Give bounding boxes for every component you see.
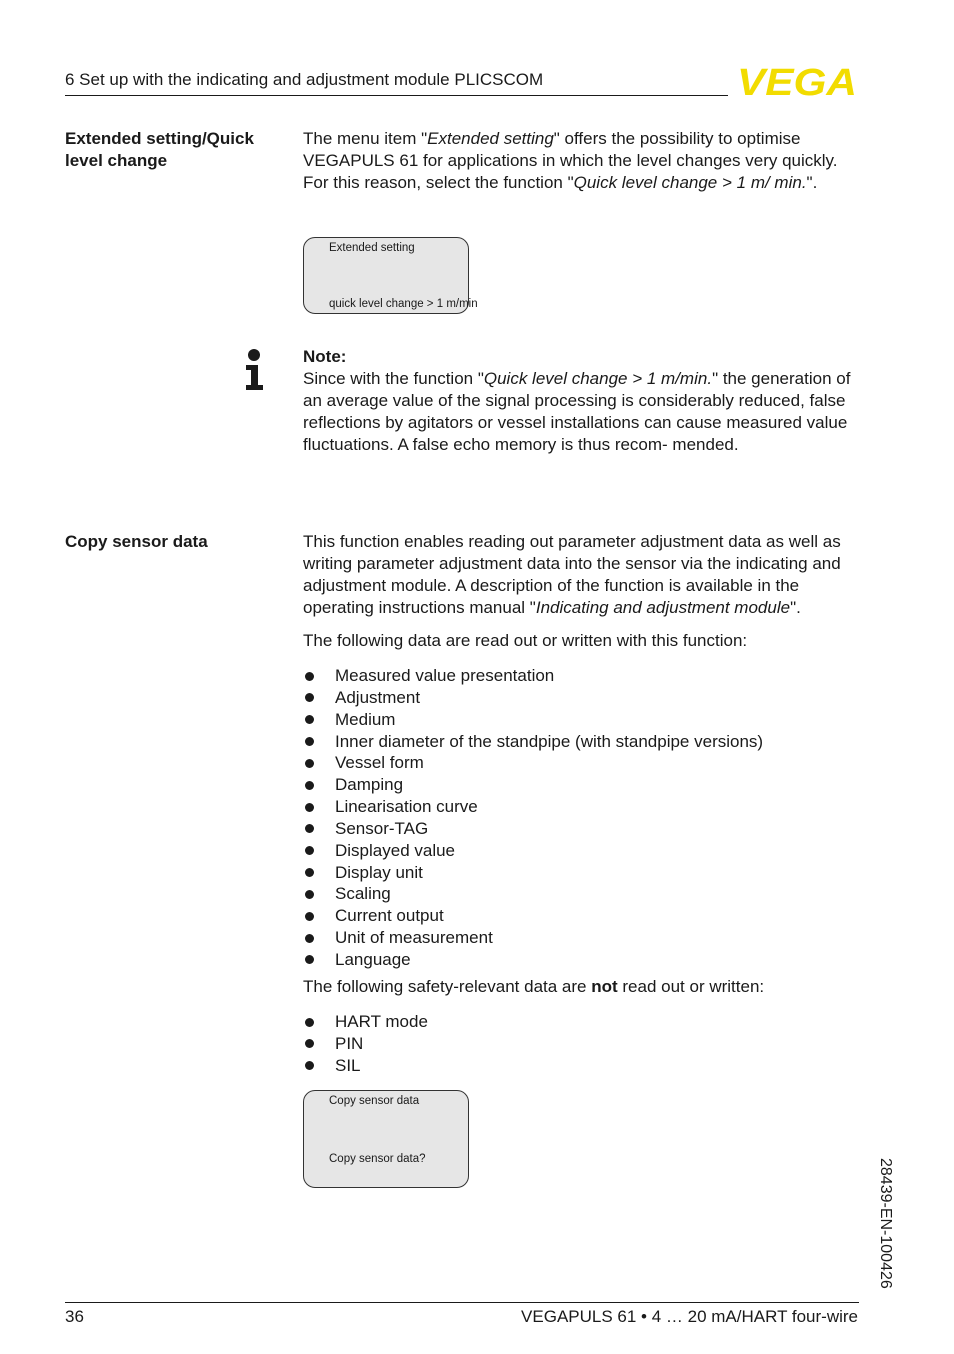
bullet-icon	[305, 824, 314, 833]
list-item-text: Sensor-TAG	[335, 818, 429, 838]
list-item-text: Display unit	[335, 862, 423, 882]
list-item-text: Linearisation curve	[335, 797, 478, 817]
lcd-display-extended-setting	[303, 237, 478, 314]
list-item-text: Measured value presentation	[335, 666, 555, 685]
list-item-text: Vessel form	[335, 753, 424, 773]
safety-intro: The following safety-relevant data are not read out or written:	[303, 977, 765, 996]
safety-data-list	[303, 1011, 859, 1077]
page-number: 36	[65, 1307, 84, 1326]
lcd-line-2: quick level change > 1 m/min	[329, 298, 478, 310]
list-item-text: Adjustment	[335, 687, 421, 707]
bullet-icon	[305, 1039, 314, 1048]
list-item	[303, 665, 859, 687]
note-title: Note:	[303, 347, 347, 366]
list-item	[303, 818, 859, 840]
copied-data-list	[303, 665, 859, 971]
bullet-icon	[305, 890, 314, 899]
list-item	[303, 796, 859, 818]
bullet-icon	[305, 912, 314, 921]
list-item	[303, 1033, 859, 1055]
bullet-icon	[305, 846, 314, 855]
document-number: 28439-EN-100426	[877, 1158, 894, 1289]
list-item-text: Current output	[335, 906, 444, 926]
list-item	[303, 731, 859, 753]
bullet-icon	[305, 715, 314, 724]
bullet-icon	[305, 672, 314, 681]
list-item	[303, 927, 859, 949]
svg-text:VEGA: VEGA	[737, 62, 857, 102]
list-item-text: Medium	[335, 709, 396, 729]
copy-sensor-paragraph: This function enables reading out parameter adjustment data as well as writing parameter adjustment data into the sensor via the indicating and adjustment module. A description of the function is available in the operating instructions manual "Indicating and adjustment module".	[303, 532, 841, 617]
header-rule	[65, 95, 728, 96]
list-item-text: Scaling	[335, 884, 391, 904]
list-item-text: Inner diameter of the standpipe (with standpipe versions)	[335, 731, 764, 751]
bullet-icon	[305, 737, 314, 746]
bullet-icon	[305, 759, 314, 768]
list-item	[303, 949, 859, 971]
list-item	[303, 774, 859, 796]
lcd-display-copy-sensor-data	[303, 1090, 469, 1188]
list-item	[303, 752, 859, 774]
list-item	[303, 905, 859, 927]
list-item	[303, 1011, 859, 1033]
footer-title: VEGAPULS 61 • 4 … 20 mA/HART four-wire	[521, 1307, 858, 1326]
bullet-icon	[305, 955, 314, 964]
bullet-icon	[305, 693, 314, 702]
note-text: Since with the function "Quick level change > 1 m/min." the generation of an average value of the signal processing is considerably reduced, false reflections by agitators or vessel installations can cause measured value fluctuations. A false echo memory is thus recom- mended.	[303, 369, 851, 454]
list-item-text: Unit of measurement	[335, 928, 493, 948]
list-item-text: PIN	[335, 1033, 364, 1053]
lcd-line-1: Copy sensor data	[329, 1095, 420, 1107]
footer-rule	[65, 1302, 859, 1303]
info-icon	[244, 349, 266, 391]
list-item	[303, 840, 859, 862]
bullet-icon	[305, 1018, 314, 1027]
extended-setting-paragraph: The menu item "Extended setting" offers the possibility to optimise VEGAPULS 61 for applications in which the level changes very quickly. For this reason, select the function "Quick level change > 1 m/ min.".	[303, 129, 838, 192]
section-heading-copy-sensor-data: Copy sensor data	[65, 532, 208, 551]
lcd-line-2: Copy sensor data?	[329, 1153, 426, 1165]
list-intro: The following data are read out or written with this function:	[303, 631, 748, 650]
section-heading-extended-setting: Extended setting/Quick level change	[65, 129, 254, 170]
list-item	[303, 709, 859, 731]
list-item-text: HART mode	[335, 1012, 428, 1031]
list-item-text: Damping	[335, 775, 404, 795]
vega-logo	[735, 62, 859, 102]
list-item	[303, 687, 859, 709]
bullet-icon	[305, 781, 314, 790]
bullet-icon	[305, 934, 314, 943]
list-item	[303, 883, 859, 905]
note-block	[303, 346, 859, 456]
lcd-line-1: Extended setting	[329, 242, 415, 254]
list-item	[303, 1055, 859, 1077]
list-item-text: Language	[335, 949, 411, 969]
bullet-icon	[305, 868, 314, 877]
running-header: 6 Set up with the indicating and adjustment module PLICSCOM	[65, 70, 544, 89]
list-item-text: SIL	[335, 1055, 361, 1075]
bullet-icon	[305, 803, 314, 812]
list-item-text: Displayed value	[335, 840, 456, 860]
bullet-icon	[305, 1061, 314, 1070]
list-item	[303, 862, 859, 884]
